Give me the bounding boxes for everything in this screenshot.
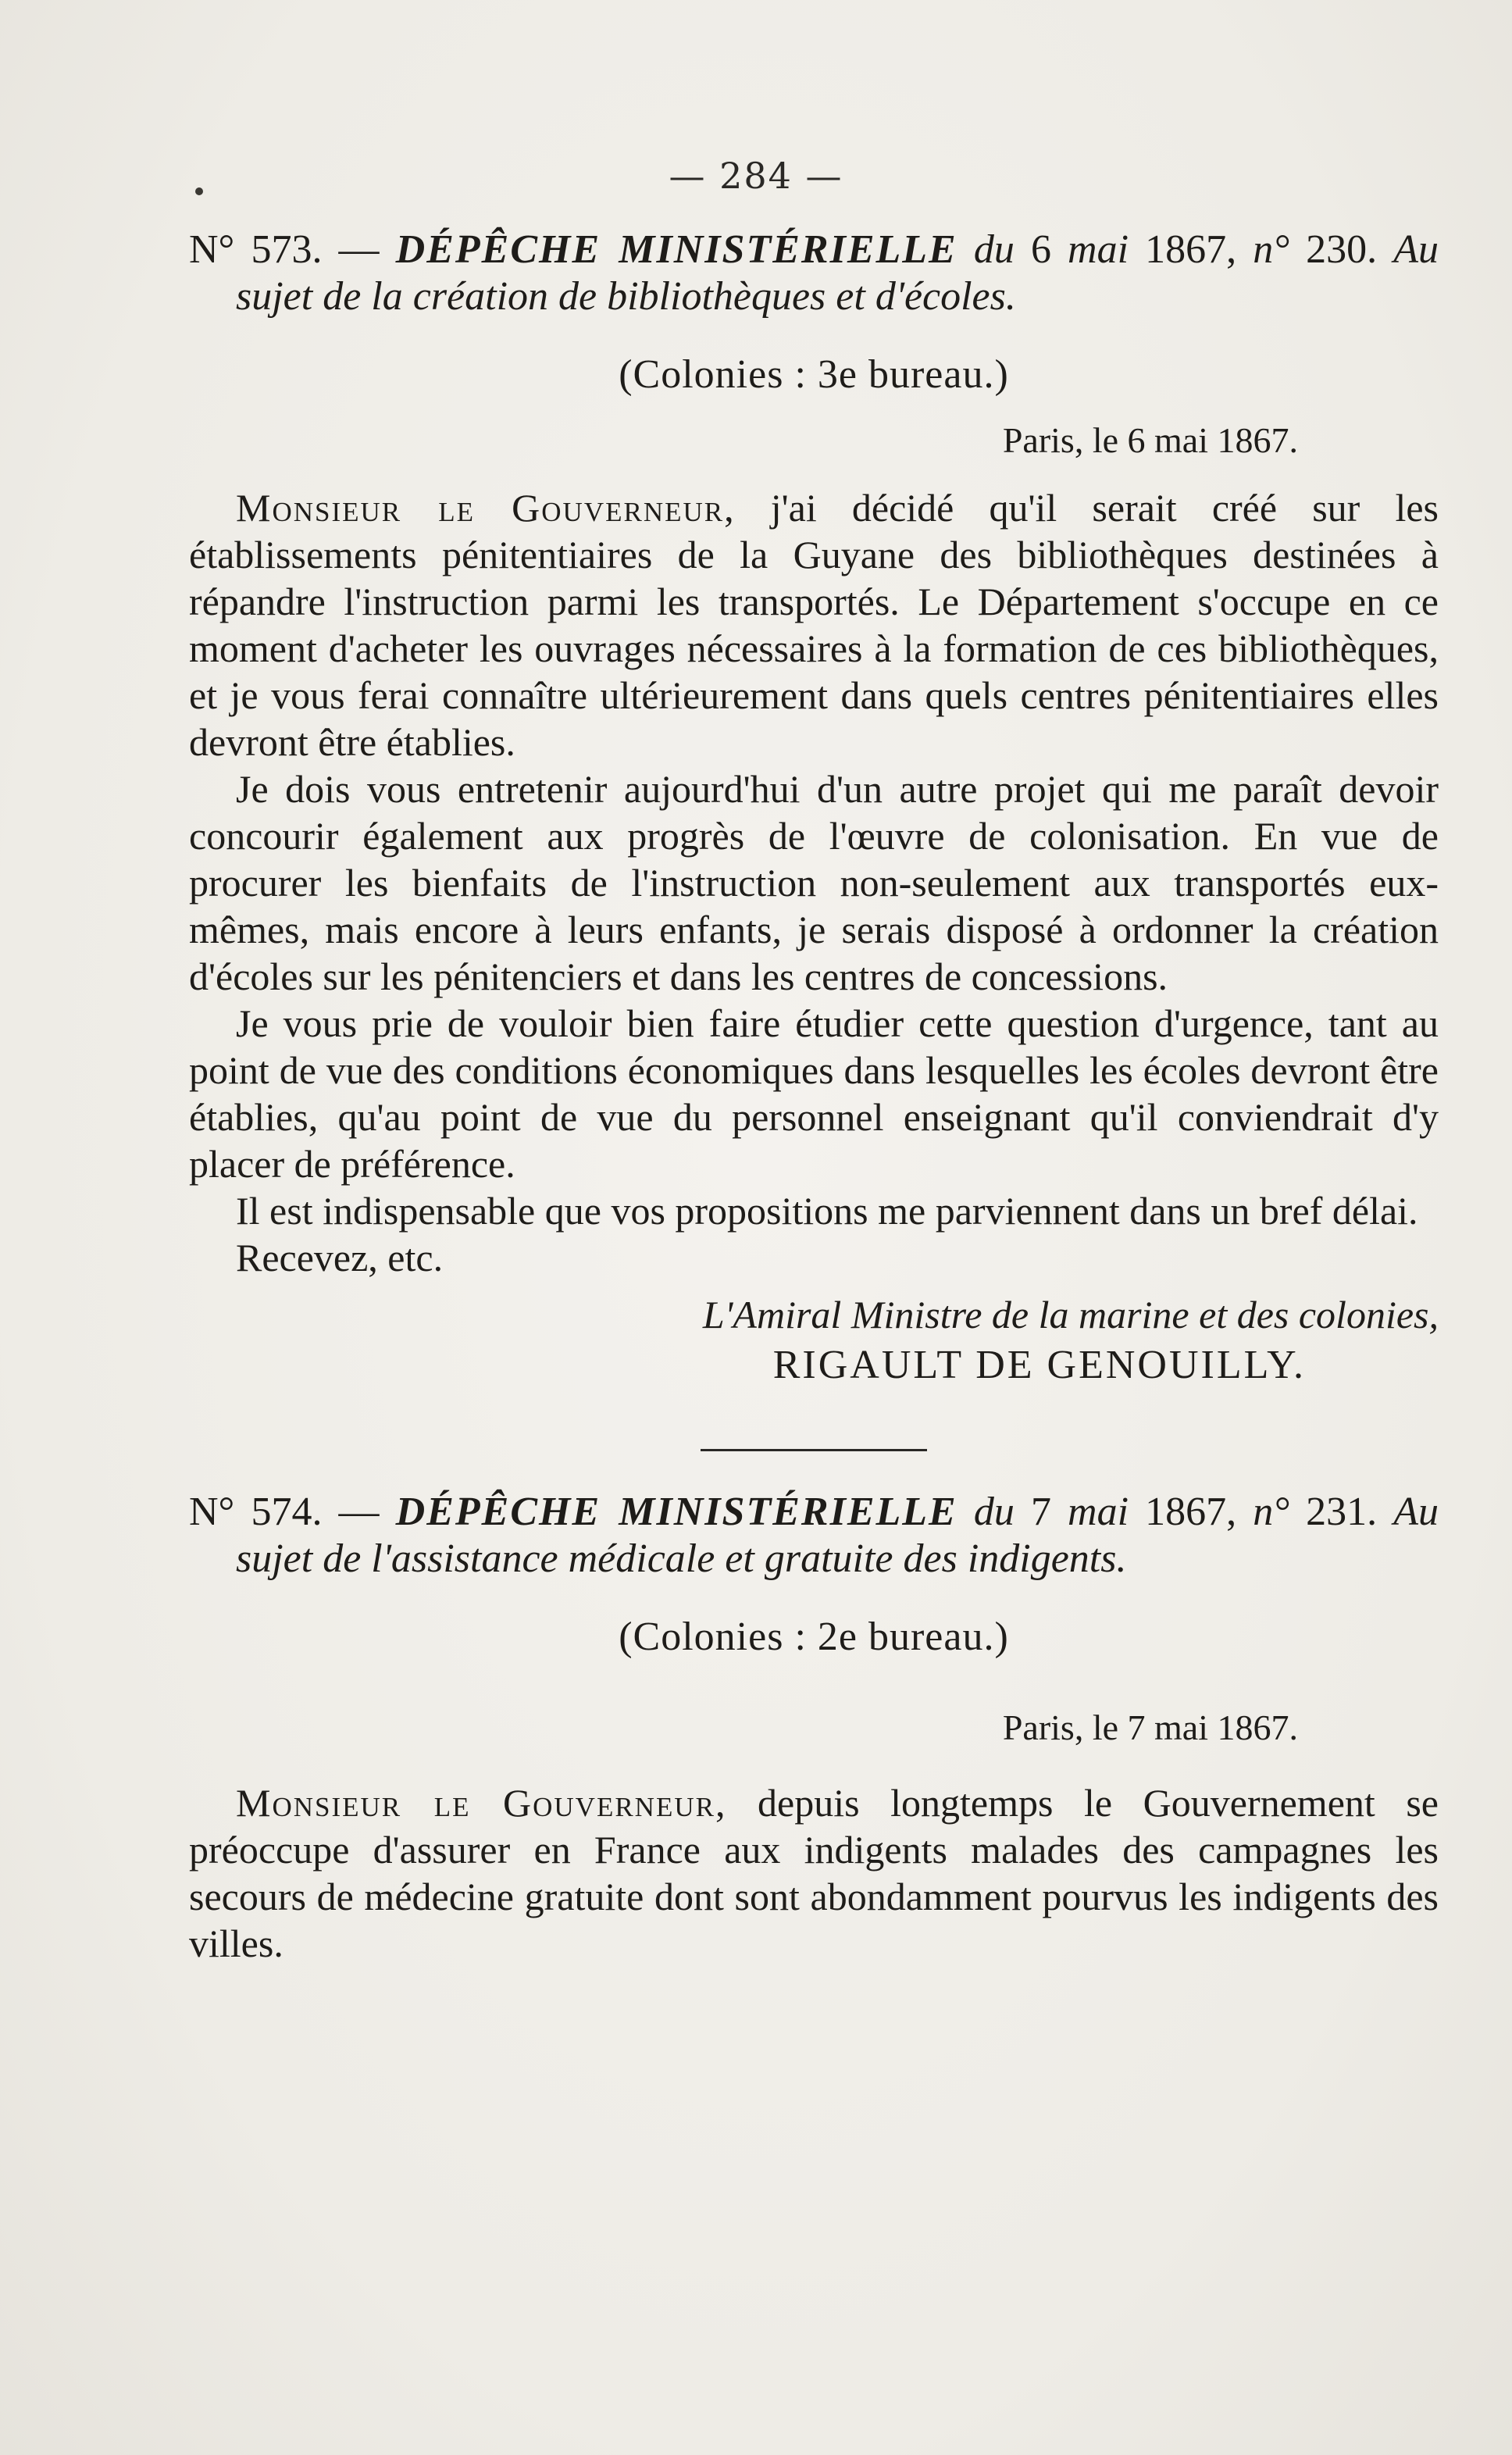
document-subject: Au sujet de la création de bibliothèques et d'écoles. bbox=[236, 227, 1439, 319]
date-year: 1867, bbox=[1145, 1490, 1237, 1534]
document-number: N° 573. — bbox=[189, 227, 380, 272]
separator-rule bbox=[701, 1449, 927, 1451]
signature-name: RIGAULT DE GENOUILLY. bbox=[772, 1343, 1306, 1387]
place-date: Paris, le 7 mai 1867. bbox=[1002, 1707, 1298, 1747]
document-title: DÉPÊCHE MINISTÉRIELLE bbox=[395, 1490, 957, 1534]
letter-body bbox=[189, 484, 1439, 1281]
date-year: 1867, bbox=[1145, 227, 1237, 272]
paragraph: Il est indispensable que vos propositions me parviennent dans un bref délai. bbox=[236, 1189, 1418, 1233]
paragraph: Recevez, etc. bbox=[236, 1236, 444, 1279]
letter-body bbox=[189, 1779, 1439, 1967]
number-value: 231. bbox=[1306, 1490, 1378, 1534]
number-label: n° bbox=[1253, 227, 1290, 272]
salutation: Monsieur le Gouverneur, bbox=[236, 486, 736, 530]
paragraph: Monsieur le Gouverneur, j'ai décidé qu'il serait créé sur les établissements pénitentiaires de la Guyane des bibliothèques destinées à répandre l'instruction parmi les transportés. Le Département s'occupe en ce moment d'acheter les ouvrages nécessaires à la formation de ces bibliothèques, et je vous ferai connaître ultérieurement dans quels centres pénitentiaires elles devront être établies. bbox=[189, 486, 1439, 764]
office-line: (Colonies : 3e bureau.) bbox=[619, 352, 1009, 397]
date-month: mai bbox=[1068, 227, 1129, 272]
date-day: 6 bbox=[1030, 227, 1051, 272]
document-574 bbox=[189, 1489, 1439, 1967]
place-date: Paris, le 6 mai 1867. bbox=[1002, 420, 1298, 460]
number-value: 230. bbox=[1306, 227, 1378, 272]
signature-title: L'Amiral Ministre de la marine et des colonies, bbox=[702, 1293, 1439, 1336]
number-label: n° bbox=[1253, 1490, 1290, 1534]
date-day: 7 bbox=[1030, 1490, 1051, 1534]
document-number: N° 574. — bbox=[189, 1490, 380, 1534]
document-title: DÉPÊCHE MINISTÉRIELLE bbox=[395, 227, 957, 272]
paragraph: Monsieur le Gouverneur, depuis longtemps le Gouvernement se préoccupe d'assurer en France aux indigents malades des campagnes les secours de médecine gratuite dont sont abondamment pourvus les indigents des villes. bbox=[189, 1781, 1439, 1965]
paragraph: Je dois vous entretenir aujourd'hui d'un autre projet qui me paraît devoir concourir également aux progrès de l'œuvre de colonisation. En vue de procurer les bienfaits de l'instruction non-seulement aux transportés eux-mêmes, mais encore à leurs enfants, je serais disposé à ordonner la création d'écoles sur les pénitenciers et dans les centres de concessions. bbox=[189, 767, 1439, 998]
salutation: Monsieur le Gouverneur, bbox=[236, 1781, 727, 1825]
date-prefix: du bbox=[973, 227, 1015, 272]
document-heading bbox=[189, 227, 1439, 320]
page-number: — 284 — bbox=[669, 155, 843, 197]
paragraph: Je vous prie de vouloir bien faire étudier cette question d'urgence, tant au point de vue des conditions économiques dans lesquelles les écoles devront être établies, qu'au point de vue du personnel enseignant qu'il conviendrait d'y placer de préférence. bbox=[189, 1001, 1439, 1186]
date-month: mai bbox=[1068, 1490, 1129, 1534]
date-prefix: du bbox=[973, 1490, 1015, 1534]
document-573 bbox=[189, 227, 1439, 1967]
office-line: (Colonies : 2e bureau.) bbox=[619, 1615, 1009, 1659]
document-subject: Au sujet de l'assistance médicale et gratuite des indigents. bbox=[236, 1490, 1439, 1581]
document-heading bbox=[189, 1489, 1439, 1583]
